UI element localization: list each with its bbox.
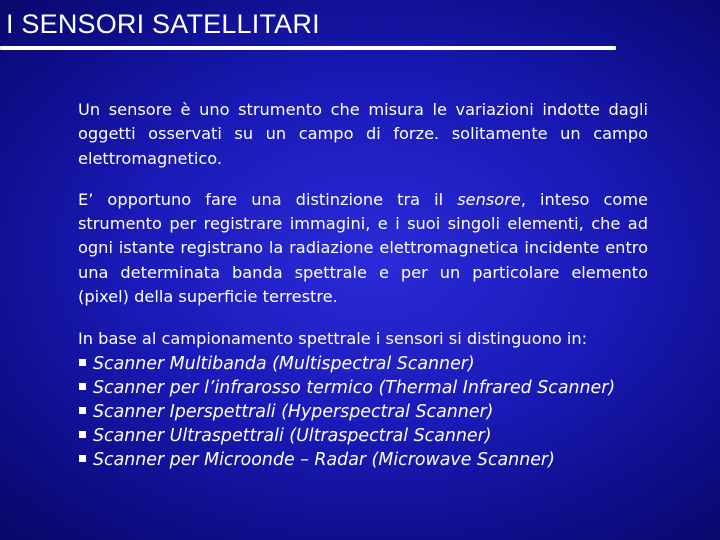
list-item <box>78 400 648 424</box>
square-bullet-icon <box>79 431 86 438</box>
sensor-type-label: Scanner Iperspettrali (Hyperspectral Scanner) <box>93 402 494 423</box>
sensor-type-label: Scanner Multibanda (Multispectral Scanner) <box>93 353 475 374</box>
paragraph2-before: E’ opportuno fare una distinzione tra il <box>78 189 458 209</box>
classification-intro: In base al campionamento spettrale i sensori si distinguono in: <box>78 329 588 349</box>
sensor-type-label: Scanner per Microonde – Radar (Microwave Scanner) <box>93 450 555 471</box>
title-underline <box>0 46 616 50</box>
list-item <box>78 424 648 448</box>
sensore-emphasis: sensore <box>457 189 521 209</box>
square-bullet-icon <box>79 359 86 366</box>
sensor-definition-paragraph: Un sensore è uno strumento che misura le variazioni indotte dagli oggetti osservati su un campo di forze. solitamente un campo elettromagnetico. <box>78 100 648 168</box>
square-bullet-icon <box>79 407 86 414</box>
sensor-distinction-paragraph <box>78 188 648 309</box>
list-item <box>78 448 648 472</box>
slide-title: I SENSORI SATELLITARI <box>6 9 320 39</box>
sensor-types-list <box>78 352 648 473</box>
square-bullet-icon <box>79 455 86 462</box>
paragraph2-after: , inteso come strumento per registrare immagini, e i suoi singoli elementi, che ad ogni istante registrano la radiazione elettromagnetica incidente entro una determinata banda spettrale e per un particolare elemento (pixel) della superficie terrestre. <box>78 189 648 307</box>
list-item <box>78 352 648 376</box>
list-item <box>78 376 648 400</box>
sensor-type-label: Scanner per l’infrarosso termico (Thermal Infrared Scanner) <box>93 377 616 398</box>
slide-body <box>78 98 648 473</box>
sensor-type-label: Scanner Ultraspettrali (Ultraspectral Scanner) <box>93 426 492 447</box>
square-bullet-icon <box>79 383 86 390</box>
